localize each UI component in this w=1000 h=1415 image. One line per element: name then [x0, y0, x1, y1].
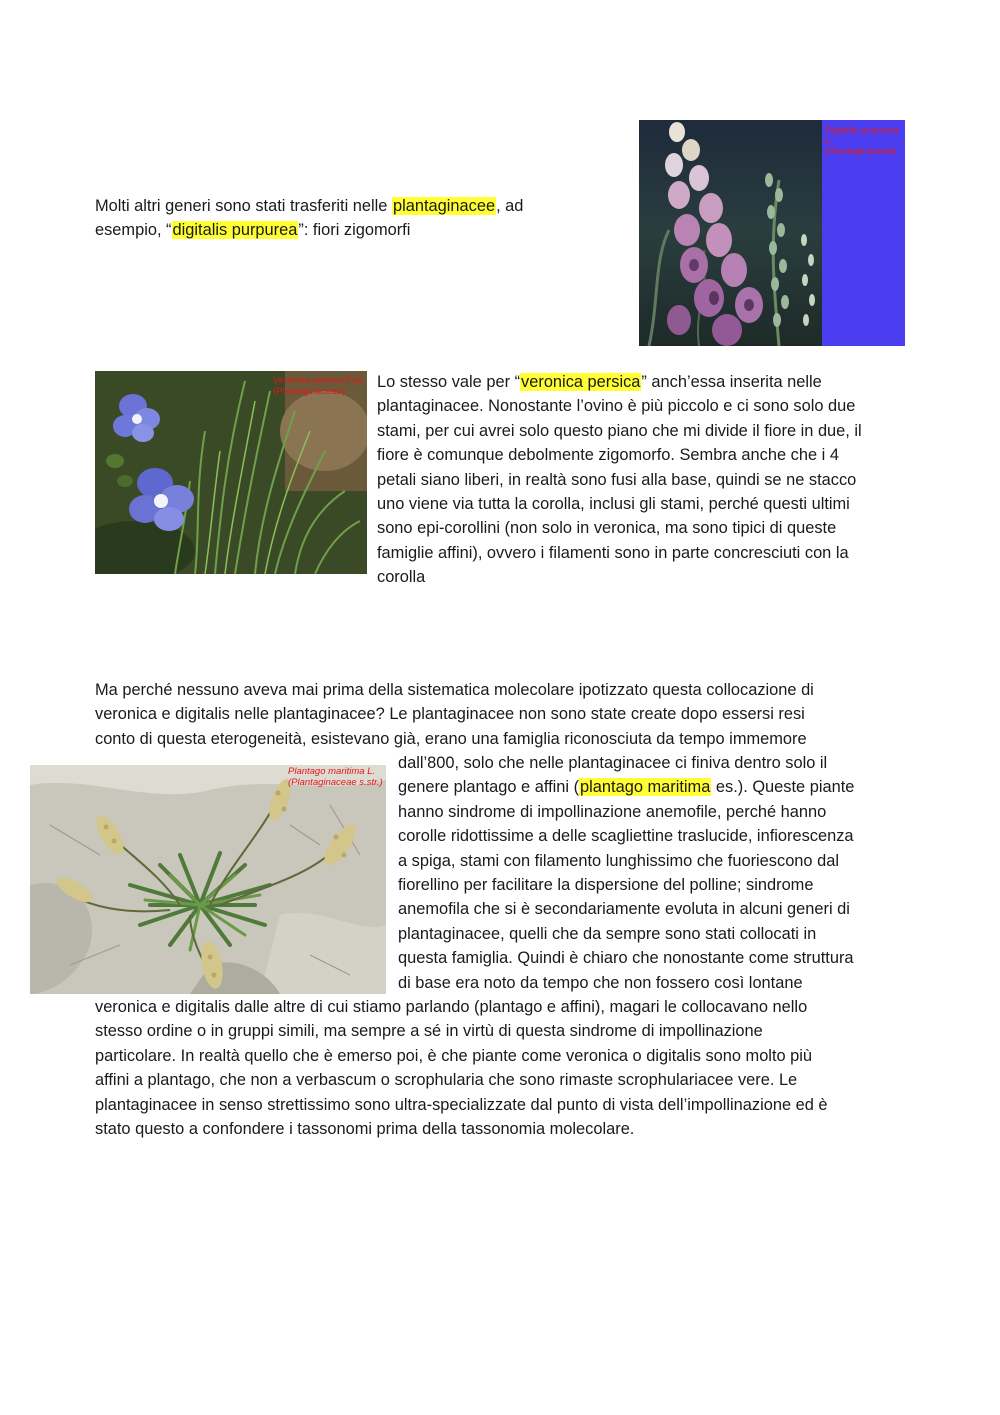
section1-paragraph: [95, 194, 615, 243]
section2-line-1: Lo stesso vale per “veronica persica” anch’essa inserita nelle: [377, 373, 822, 391]
section3-side-line-2: genere plantago e affini (plantago maritima es.). Queste piante: [398, 778, 855, 797]
section3-line: plantaginacee in senso strettissimo sono ultra-specializzate dal punto di vista dell’impollinazione ed è: [95, 1095, 828, 1114]
section3-line: conto di questa eterogeneità, esistevano già, erano una famiglia riconosciuta da tempo immemore: [95, 729, 807, 748]
section3-line: affini a plantago, che non a verbascum o scrophularia che sono rimaste scrophulariacee vere. Le: [95, 1071, 798, 1090]
section2-line: plantaginacee. Nonostante l’ovino è più piccolo e ci sono solo due: [377, 397, 856, 416]
section3-side-line: anemofila che si è secondariamente evoluta in alcuni generi di: [398, 900, 850, 919]
section3-line: veronica e digitalis dalle altre di cui stiamo parlando (plantago e affini), magari le collocavano nello: [95, 998, 808, 1016]
plantago-maritima-photo: [30, 765, 386, 994]
section3-side-line: a spiga, stami con filamento lunghissimo che fuoriescono dal: [398, 851, 839, 870]
highlight-plantaginacee: plantaginacee: [392, 197, 496, 215]
section3-line: Ma perché nessuno aveva mai prima della sistematica molecolare ipotizzato questa collocazione di: [95, 681, 814, 699]
section3-side-line-1: dall’800, solo che nelle plantaginacee ci finiva dentro solo il: [398, 754, 828, 772]
highlight-digitalis-purpurea: digitalis purpurea: [172, 221, 298, 240]
highlight-veronica-persica: veronica persica: [521, 373, 641, 391]
section1-line-2: esempio, “digitalis purpurea”: fiori zigomorfi: [95, 221, 411, 240]
section3-line: particolare. In realtà quello che è emerso poi, è che piante come veronica o digitalis sono molto più: [95, 1046, 813, 1065]
section1-line-1: Molti altri generi sono stati trasferiti nelle plantaginacee, ad: [95, 197, 524, 215]
section3-line: stesso ordine o in gruppi simili, ma sempre a sé in virtù di questa sindrome di impollinazione: [95, 1022, 763, 1041]
section2-line: corolla: [377, 568, 426, 587]
section3-side-line: plantaginacee, quelli che da sempre sono stati collocati in: [398, 924, 817, 943]
section2-line: uno viene via tutta la corolla, inclusi gli stami, perché questi ultimi: [377, 495, 850, 514]
section3-side-line: corolle ridottissime a delle scagliettine traslucide, infiorescenza: [398, 827, 854, 846]
section2-line: petali siano liberi, in realtà sono fusi alla base, quindi se ne stacco: [377, 470, 857, 489]
section3-line: stato questo a confondere i tassonomi prima della tassonomia molecolare.: [95, 1120, 635, 1139]
highlight-plantago-maritima: plantago maritima: [580, 778, 711, 797]
section3-line: veronica e digitalis nelle plantaginacee? Le plantaginacee non sono state create dopo essersi resi: [95, 705, 805, 724]
section2-line: fiore è comunque debolmente zigomorfo. Sembra anche che i 4: [377, 446, 839, 465]
section2-line: famiglie affini), ovvero i filamenti sono in parte concresciuti con la: [377, 543, 849, 562]
section3-side-line: hanno sindrome di impollinazione anemofile, perché hanno: [398, 802, 827, 821]
section3-side-paragraph: [398, 751, 918, 995]
plantago-caption: Plantago maritima L. (Plantaginaceae s.str.): [288, 766, 383, 788]
digitalis-purpurea-photo: [639, 120, 905, 346]
section3-bottom-paragraph: [95, 995, 925, 1141]
plantago-image: [30, 765, 386, 994]
veronica-caption: Veronica persica Poir. (Plantaginaceae): [273, 375, 365, 397]
section3-side-line: fiorellino per facilitare la dispersione del polline; sindrome: [398, 876, 814, 895]
section3-top-paragraph: [95, 678, 925, 751]
section2-paragraph: [377, 370, 917, 590]
digitalis-caption: Digitalis purpurea L. (Plantaginaceae): [825, 125, 899, 157]
section2-line: stami, per cui avrei solo questo piano che mi divide il fiore in due, il: [377, 421, 862, 440]
veronica-image: [95, 371, 367, 574]
section2-line: sono epi-corollini (non solo in veronica, ma sono tipici di queste: [377, 519, 837, 538]
veronica-persica-photo: [95, 371, 367, 574]
section3-side-line: questa famiglia. Quindi è chiaro che nonostante come struttura: [398, 949, 854, 968]
section3-side-line: di base era noto da tempo che non fossero così lontane: [398, 973, 803, 992]
